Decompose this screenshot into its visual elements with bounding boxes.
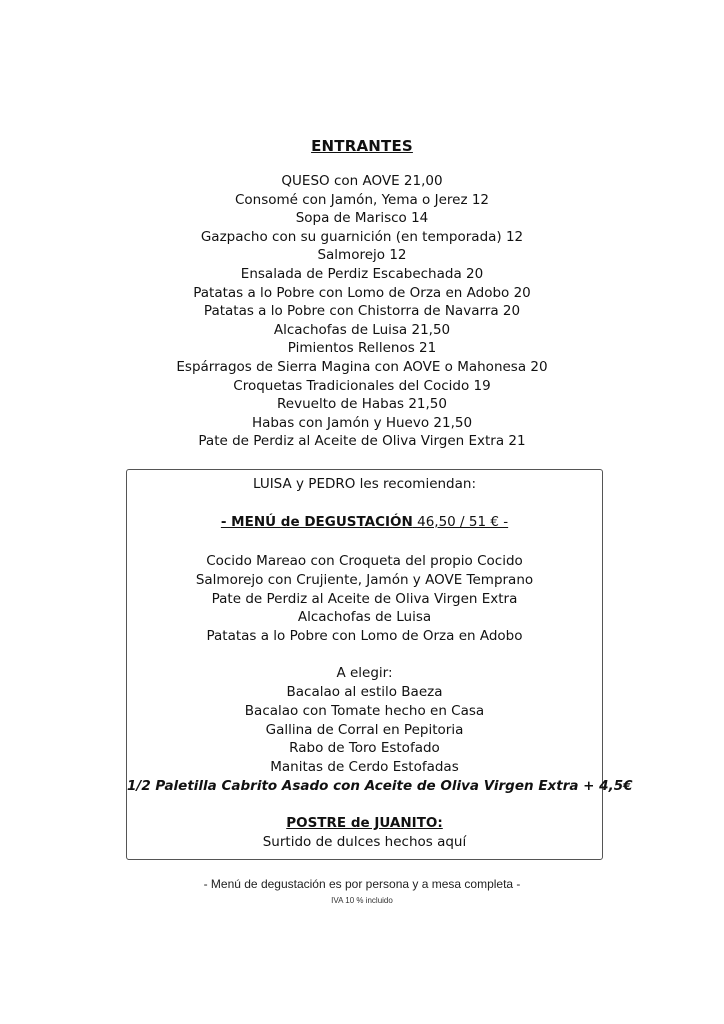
choice-label: A elegir: <box>336 665 393 681</box>
entrantes-item: Sopa de Marisco 14 <box>295 210 429 227</box>
vat-note: IVA 10 % incluido <box>331 896 393 905</box>
entrantes-item: Patatas a lo Pobre con Chistorra de Navarra 20 <box>203 303 521 320</box>
entrantes-item: Revuelto de Habas 21,50 <box>277 396 447 413</box>
tasting-course-item: Patatas a lo Pobre con Lomo de Orza en Adobo <box>206 628 523 645</box>
entrantes-item: Ensalada de Perdiz Escabechada 20 <box>240 265 484 282</box>
entrantes-item: Gazpacho con su guarnición (en temporada) 12 <box>200 228 524 245</box>
tasting-menu-price: 46,50 / 51 € - <box>412 514 509 530</box>
main-choice-item: Bacalao con Tomate hecho en Casa <box>244 702 485 719</box>
entrantes-item: Patatas a lo Pobre con Lomo de Orza en Adobo 20 <box>193 284 531 301</box>
tasting-course-item: Pate de Perdiz al Aceite de Oliva Virgen Extra <box>211 590 518 607</box>
tasting-menu-box <box>126 469 633 860</box>
entrantes-item: Alcachofas de Luisa 21,50 <box>273 321 451 338</box>
tasting-course-item: Cocido Mareao con Croqueta del propio Cocido <box>206 553 523 569</box>
main-choice-item: Rabo de Toro Estofado <box>289 740 440 757</box>
tasting-course-item: Salmorejo con Crujiente, Jamón y AOVE Temprano <box>195 571 534 588</box>
entrantes-item: Espárragos de Sierra Magina con AOVE o Mahonesa 20 <box>176 358 548 375</box>
dessert-item: Surtido de dulces hechos aquí <box>262 834 467 850</box>
entrantes-item: Salmorejo 12 <box>317 247 407 264</box>
tasting-menu-title-text: - MENÚ de DEGUSTACIÓN <box>220 514 413 530</box>
entrantes-item: Pate de Perdiz al Aceite de Oliva Virgen Extra 21 <box>198 433 526 450</box>
main-choice-item: Gallina de Corral en Pepitoria <box>265 721 464 738</box>
tasting-menu-title <box>127 514 602 530</box>
entrantes-item: QUESO con AOVE 21,00 <box>281 173 443 189</box>
special-choice-item: 1/2 Paletilla Cabrito Asado con Aceite de Oliva Virgen Extra + 4,5€ <box>127 777 633 794</box>
dessert-title: POSTRE de JUANITO: <box>286 815 443 831</box>
entrantes-list <box>0 172 724 451</box>
recommendation-line: LUISA y PEDRO les recomiendan: <box>252 476 477 492</box>
menu-footnote: - Menú de degustación es por persona y a mesa completa - <box>203 877 521 891</box>
main-choice-item: Bacalao al estilo Baeza <box>286 684 443 700</box>
tasting-course-item: Alcachofas de Luisa <box>297 609 432 626</box>
entrantes-item: Croquetas Tradicionales del Cocido 19 <box>233 377 491 394</box>
tasting-course-list <box>127 552 602 646</box>
main-choice-item: Manitas de Cerdo Estofadas <box>270 759 459 776</box>
entrantes-title: ENTRANTES <box>311 137 413 155</box>
entrantes-item: Consomé con Jamón, Yema o Jerez 12 <box>234 191 490 208</box>
entrantes-item: Habas con Jamón y Huevo 21,50 <box>251 414 473 431</box>
entrantes-item: Pimientos Rellenos 21 <box>287 340 437 357</box>
main-choice-list <box>127 683 633 796</box>
